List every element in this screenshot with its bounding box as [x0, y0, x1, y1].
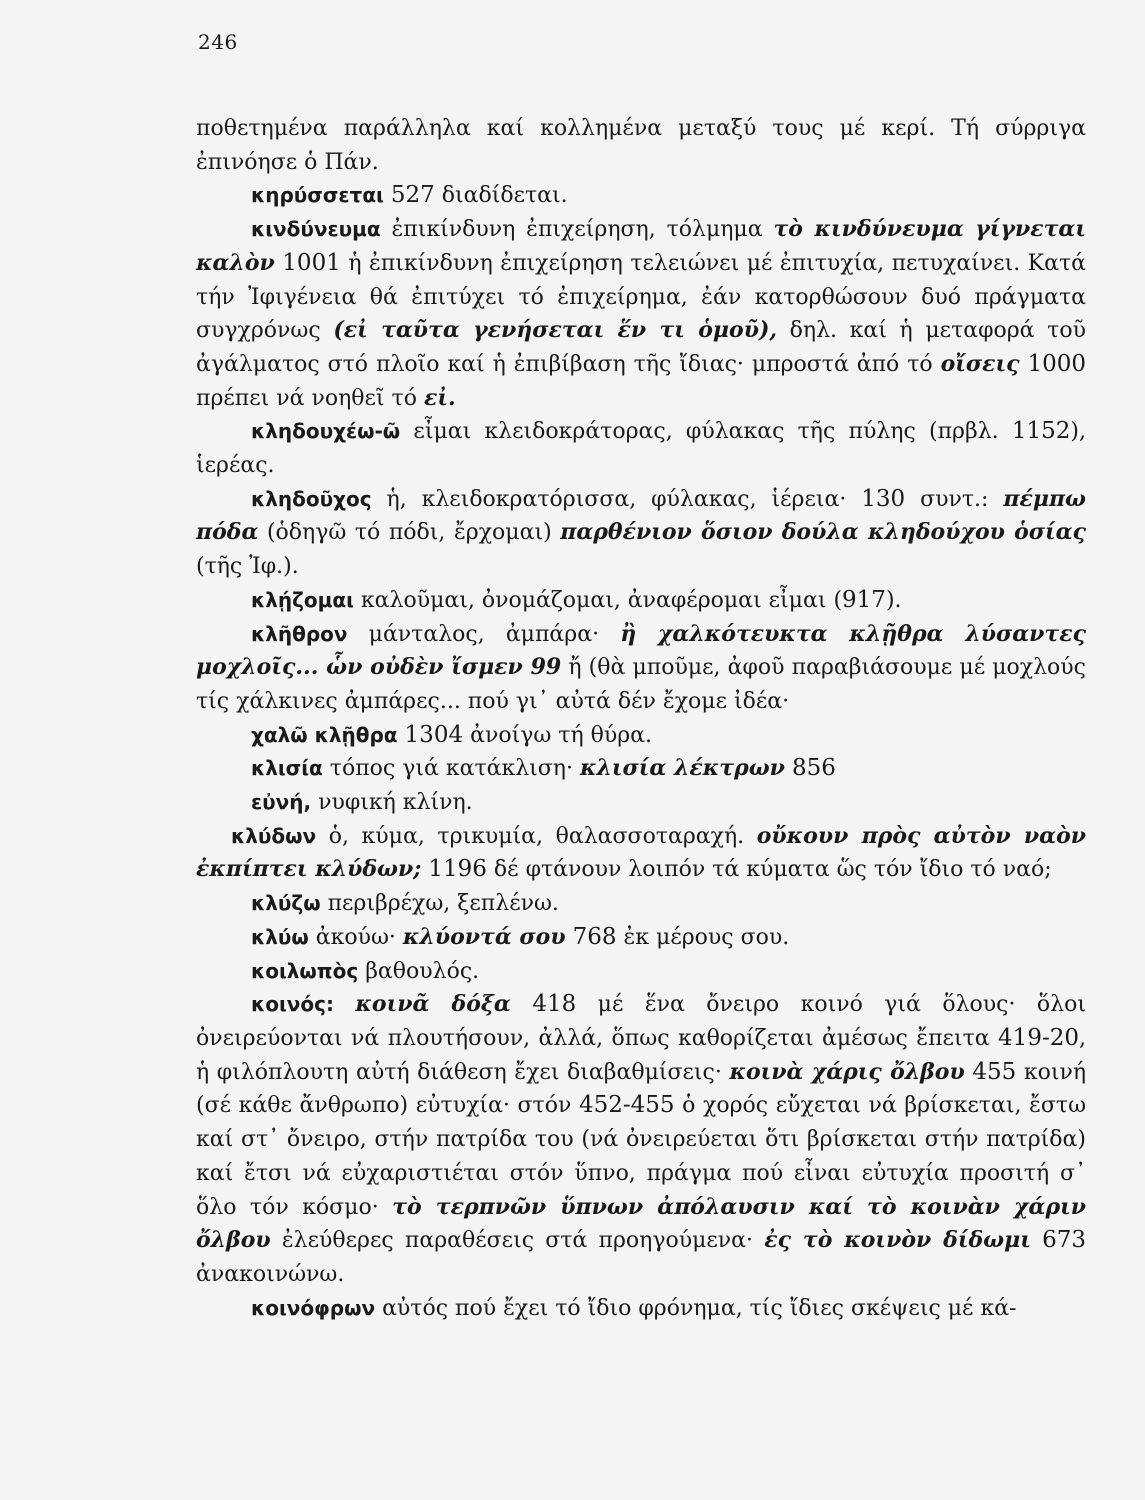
definition-text: δηλ. καί ἡ μεταφορά τοῦ ἀγάλματος στό πλοῖο καί ἡ ἐπιβίβαση τῆς ἴδιας· μπροστά ἀπό τό — [196, 318, 1086, 377]
greek-quote: παρθένιον ὅσιον δούλα κληδούχου ὁσίας — [560, 519, 1086, 546]
definition-text: βαθουλός. — [358, 958, 480, 984]
dictionary-entry — [196, 618, 1086, 719]
line-number: 452-455 — [578, 1092, 675, 1119]
definition-text: ἐκ μέρους σου. — [616, 924, 790, 950]
greek-quote: ἐς τὸ κοινὸν δίδωμι — [764, 1227, 1031, 1254]
line-number: 1152 — [1011, 418, 1071, 445]
line-number: 418 — [532, 991, 577, 1018]
greek-quote: εἰ. — [423, 384, 456, 411]
dictionary-entry — [196, 988, 1086, 1291]
definition-text: ἡ ἐπικίνδυνη ἐπιχείρηση τελειώνει μέ ἐπιτυχία, πετυχαίνει. Κατά τήν Ἰφιγένεια θά ἐπιτύχει τό ἐπιχείρημα, ἐάν κατορθώσουν δυό πράγματα συγχρόνως — [196, 250, 1087, 344]
definition-text: τόπος γιά κατάκλιση· — [322, 756, 580, 782]
dictionary-text — [196, 112, 1086, 1325]
greek-quote: οὔκουν πρὸς αὐτὸν ναὸν ἐκπίπτει κλύδων; — [196, 822, 1087, 883]
definition-text: ἐπικίνδυνη ἐπιχείρηση, τόλμημα — [380, 217, 774, 243]
definition-text: ἡ, κλειδοκρατόρισσα, φύλακας, ἱέρεια· — [371, 486, 862, 512]
greek-quote: ἢ χαλκότευκτα κλῇθρα λύσαντες μοχλοῖς... ὧν οὐδὲν ἴσμεν 99 — [196, 620, 1086, 681]
headword: κηρύσσεται — [251, 183, 384, 208]
headword: κληδοῦχος — [251, 486, 372, 511]
line-number: 419-20 — [998, 1024, 1079, 1051]
line-number: 1304 — [404, 721, 464, 748]
line-number: 1001 — [282, 249, 341, 276]
dictionary-entry — [196, 786, 1086, 820]
line-number: 673 — [1042, 1227, 1086, 1254]
line-number: 768 — [572, 923, 617, 950]
definition-text: ἐλεύθερες παραθέσεις στά προηγούμενα· — [270, 1228, 765, 1254]
definition-text — [511, 992, 532, 1017]
headword: κλῆθρον — [251, 621, 348, 646]
dictionary-entry — [196, 213, 1086, 415]
definition-text: συντ.: — [905, 486, 1004, 512]
definition-text: μέ ἕνα ὄνειρο κοινό γιά ὅλους· ὅλοι ὀνειρεύονται νά πλουτήσουν, ἀλλά, ὅπως καθορίζεται ἀμέσως ἔπειτα — [196, 992, 1086, 1051]
definition-text: ὁ χορός εὔχεται νά βρίσκεται, ἔστω καί στ᾽ ὄνειρο, στήν πατρίδα του (νά ὀνειρεύεται ὅτι βρίσκεται στήν πατρίδα) καί ἔτσι νά εὐχαριστιέται στόν ὕπνο, πράγμα πού εἶναι εὐτυχία προσιτή σ᾽ ὅλο τόν κόσμο· — [196, 1093, 1087, 1220]
definition-text: διαδίδεται. — [434, 183, 568, 209]
dictionary-entry — [196, 483, 1086, 584]
headword: κλύδων — [231, 823, 317, 848]
headword: κλύω — [251, 924, 309, 949]
dictionary-entry — [196, 955, 1086, 989]
dictionary-entry — [196, 719, 1086, 753]
definition-text: νυφική κλίνη. — [311, 790, 473, 816]
line-number: 1000 — [1027, 350, 1087, 377]
headword: κινδύνευμα — [251, 217, 381, 242]
line-number: 1196 — [428, 856, 487, 883]
dictionary-entry — [196, 921, 1086, 955]
definition-text: εἶμαι κλειδοκράτορας, φύλακας τῆς πύλης (πρβλ. — [400, 419, 1012, 445]
greek-quote: (εἰ ταῦτα γενήσεται ἕν τι ὁμοῦ), — [333, 317, 778, 344]
definition-text: αὐτός πού ἔχει τό ἴδιο φρόνημα, τίς ἴδιες σκέψεις μέ κά- — [375, 1295, 1017, 1321]
definition-text — [384, 183, 391, 208]
dictionary-entry — [196, 584, 1086, 618]
dictionary-entry — [196, 415, 1086, 482]
definition-text: ἀκούω· — [308, 924, 403, 950]
definition-text: περιβρέχω, ξεπλένω. — [320, 891, 559, 917]
dictionary-entry — [196, 112, 1086, 179]
definition-text — [566, 925, 573, 950]
line-number: 130 — [861, 485, 906, 512]
definition-text: ). — [885, 587, 902, 613]
greek-quote: κλύοντά σου — [402, 923, 566, 950]
line-number: 527 — [390, 182, 435, 209]
page-number: 246 — [198, 30, 238, 54]
definition-text: , ἡ φιλόπλουτη αὐτή διάθεση ἔχει διαβαθμίσεις· — [196, 1025, 1086, 1085]
definition-text: (ὁδηγῶ τό πόδι, ἔρχομαι) — [258, 520, 561, 546]
definition-text: ἀνοίγω τή θύρα. — [463, 722, 653, 748]
dictionary-entry — [196, 752, 1086, 786]
definition-text: μάνταλος, ἀμπάρα· — [347, 621, 621, 647]
definition-text — [785, 756, 792, 781]
headword: κληδουχέω-ῶ — [251, 419, 401, 444]
definition-text: καλοῦμαι, ὀνομάζομαι, ἀναφέρομαι εἶμαι ( — [353, 587, 843, 613]
definition-text: δέ φτάνουν λοιπόν τά κύματα ὥς τόν ἴδιο τό ναό; — [486, 857, 1052, 883]
greek-quote: τὸ τερπνῶν ὕπνων ἀπόλαυσιν καί τὸ κοινὰν χάριν ὄλβου — [196, 1193, 1086, 1254]
headword: κοινός: — [251, 992, 334, 1017]
definition-text: ὁ, κύμα, τρικυμία, θαλασσοταραχή. — [316, 823, 757, 849]
definition-text: ποθετημένα παράλληλα καί κολλημένα μεταξύ τους μέ κερί. Τή σύρριγα ἐπινόησε ὁ Πάν. — [196, 116, 1086, 175]
headword: εὐνή, — [251, 790, 312, 815]
definition-text: κοινή (σέ κάθε ἄνθρωπο) εὐτυχία· στόν — [196, 1059, 1087, 1119]
definition-text — [1031, 1228, 1042, 1253]
definition-text: ἤ (θὰ μποῦμε, ἀφοῦ παραβιάσουμε μέ μοχλούς τίς χάλκινες ἀμπάρες... πού γι᾽ αὐτά δέν ἔχομε ἰδέα· — [196, 655, 1086, 714]
headword: κοινόφρων — [251, 1295, 376, 1320]
headword: κλῄζομαι — [251, 587, 354, 612]
definition-text: ), ἱερέας. — [196, 419, 1086, 479]
dictionary-entry — [196, 887, 1086, 921]
dictionary-entry — [196, 1292, 1086, 1326]
headword: χαλῶ κλῇθρα — [251, 722, 398, 747]
headword: κλισία — [251, 756, 323, 781]
definition-text: (τῆς Ἰφ.). — [196, 554, 299, 580]
headword: κλύζω — [251, 891, 321, 916]
greek-quote: οἴσεις — [940, 350, 1020, 377]
line-number: 856 — [791, 755, 836, 782]
greek-quote: κοινὰ χάρις ὄλβου — [729, 1058, 965, 1085]
line-number: 917 — [842, 586, 886, 613]
greek-quote: κλισία λέκτρων — [579, 755, 785, 782]
definition-text: ἀνακοινώνω. — [196, 1261, 345, 1287]
definition-text — [334, 992, 355, 1017]
greek-quote: κοινᾶ δόξα — [355, 991, 511, 1018]
dictionary-entry — [196, 179, 1086, 213]
headword: κοιλωπὸς — [251, 958, 359, 983]
definition-text — [398, 723, 405, 748]
line-number: 455 — [972, 1058, 1017, 1085]
greek-quote: πέμπω πόδα — [196, 485, 1086, 546]
greek-quote: τὸ κινδύνευμα γίγνεται καλὸν — [196, 216, 1086, 276]
definition-text: πρέπει νά νοηθεῖ τό — [196, 385, 424, 411]
dictionary-entry — [196, 820, 1086, 887]
